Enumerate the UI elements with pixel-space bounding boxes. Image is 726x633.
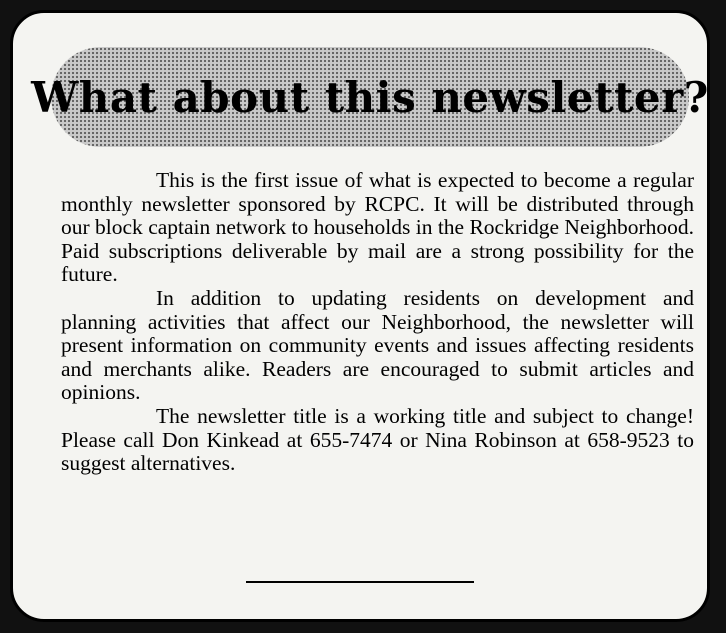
paragraph-content: In addition to updating residents on development and planning activities that affect our Neighborhood, the newsletter will present information on community events and issues affecting residents and merchants alike. Readers are encouraged to submit articles and opinions. xyxy=(61,285,694,405)
article-body xyxy=(61,169,694,476)
paragraph-intro: This is the first issue of what is expected to become a regular monthly newsletter sponsored by RCPC. It will be distributed through our block captain network to households in the Rockridge Neighborhood. Paid subscriptions deliverable by mail are a strong possibility for the future. xyxy=(61,168,694,287)
title-banner xyxy=(31,47,709,147)
article-title: What about this newsletter? xyxy=(31,72,709,122)
closing-rule xyxy=(246,581,474,583)
article-box xyxy=(10,10,710,622)
paragraph-title-note: The newsletter title is a working title and subject to change! Please call Don Kinkead at 655-7474 or Nina Robinson at 658-9523 to suggest alternatives. xyxy=(61,403,694,476)
